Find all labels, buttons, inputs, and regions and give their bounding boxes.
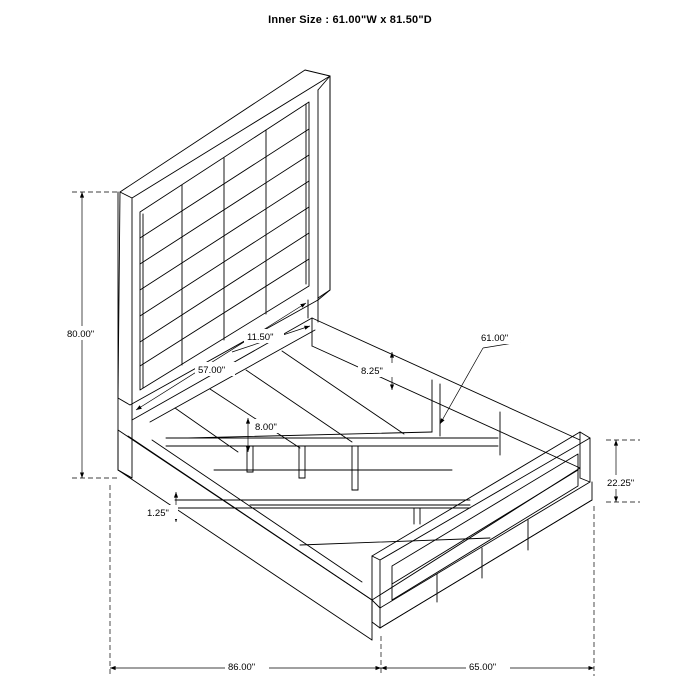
dim-rail-clearance: 1.25" <box>147 508 169 519</box>
dim-headboard-height: 80.00" <box>67 329 95 340</box>
bed-frame-rails <box>118 318 580 640</box>
dim-center-support-height: 8.00" <box>255 422 277 433</box>
dim-mattress-inner-width: 61.00" <box>481 333 509 344</box>
dim-overall-width: 65.00" <box>469 662 497 673</box>
headboard-legs <box>118 300 318 478</box>
dim-headboard-depth: 11.50" <box>247 332 274 343</box>
bed-geometry <box>118 70 592 640</box>
dim-footboard-height: 22.25" <box>607 478 635 489</box>
page-title: Inner Size : 61.00"W x 81.50"D <box>268 14 432 26</box>
dimension-labels <box>64 326 646 673</box>
dim-overall-depth: 86.00" <box>228 662 256 673</box>
dim-headboard-width: 57.00" <box>198 365 226 376</box>
dim-side-rail-height: 8.25" <box>361 366 383 377</box>
